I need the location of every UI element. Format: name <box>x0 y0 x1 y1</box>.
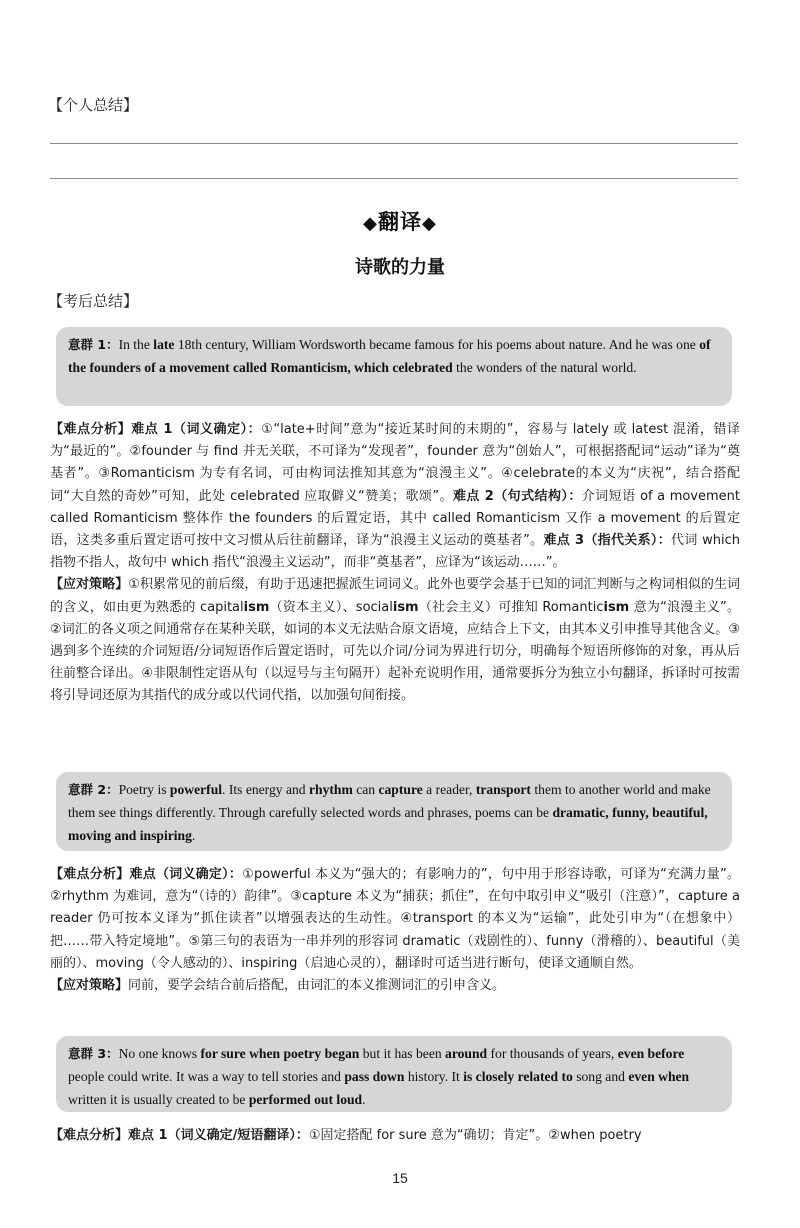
passage-text: 18th century, William Wordsworth became famous for his poems about nature. And he was one <box>174 337 700 352</box>
passage-text: No one knows <box>118 1046 201 1061</box>
suffix: ism <box>243 599 270 615</box>
analysis-text: ①“late+时间”意为“接近某时间的末期的”，容易与 lately 或 latest 混淆，错译为“最近的”。②founder 与 find 并无关联，不可译为“发现者”，founder 意为“创始人”，可根据搭配词“运动”译为“奠基者”。③Romanticism 为专有名词，可由构词法推知其意为“浪漫主义”。④celebrate的本义为“庆祝”，结合搭配词“大自然的奇妙”可知，此处 celebrated 应取僻义“赞美；歌颂”。 <box>50 422 740 504</box>
strategy-text: 同前，要学会结合前后搭配，由词汇的本义推测词汇的引申含义。 <box>128 978 506 994</box>
passage-text: . Its energy and <box>222 782 309 797</box>
section-title-text: 翻译 <box>378 210 422 234</box>
key-phrase: late <box>153 337 175 352</box>
after-exam-summary-heading: 【考后总结】 <box>48 292 139 310</box>
passage-text: but it has been <box>359 1046 446 1061</box>
passage-text: them to another world and make them see things differently. Through carefully selected words and phrases, poems can be <box>68 782 711 820</box>
passage-text: written it is usually created to be <box>68 1092 249 1107</box>
key-phrase: capture <box>378 782 423 797</box>
key-phrase: dramatic, funny, beautiful, moving and inspiring <box>68 805 708 843</box>
passage-text: Poetry is <box>118 782 170 797</box>
analysis-text: 代词 which 指物不指人，故句中 which 指代“浪漫主义运动”，而非“奠基者”，应译为“该运动……”。 <box>50 533 740 571</box>
analysis-1 <box>50 419 740 708</box>
passage-text: a reader, <box>422 782 476 797</box>
section-title <box>0 206 800 236</box>
strategy-text: （资本主义）、social <box>269 599 393 615</box>
strategy-text: 意为“浪漫主义”。②词汇的各义项之间通常存在某种关联，如词的本义无法贴合原文语境，应结合上下文，由其本义引申推导其他含义。③遇到多个连续的介词短语/分词短语作后置定语时，可先以介词/分词为界进行切分，明确每个短语所修饰的对象，再从后往前整合译出。④非限制性定语从句（以逗号与主句隔开）起补充说明作用，通常要拆分为独立小句翻译，拆译时可按需将引导词还原为其指代的成分或以代词代指，以加强句间衔接。 <box>50 599 740 704</box>
key-phrase: performed out loud <box>248 1092 363 1107</box>
strategy-heading: 【应对策略】 <box>50 978 129 994</box>
key-phrase: rhythm <box>308 782 353 797</box>
strategy-text: （社会主义）可推知 Romantic <box>418 599 604 615</box>
sense-group-label: 意群 2： <box>68 782 119 797</box>
key-phrase: of the founders of a movement called Romanticism, which celebrated <box>68 337 711 375</box>
sense-group-label: 意群 3： <box>68 1046 119 1061</box>
key-phrase: around <box>445 1046 488 1061</box>
sense-group-1-box <box>56 327 732 406</box>
suffix: ism <box>392 599 419 615</box>
key-phrase: is closely related to <box>463 1069 573 1084</box>
blank-line <box>50 178 738 179</box>
analysis-text: ①固定搭配 for sure 意为“确切；肯定”。②when poetry <box>308 1128 642 1143</box>
passage-text: people could write. It was a way to tell stories and <box>68 1069 345 1084</box>
passage-text: for thousands of years, <box>487 1046 618 1061</box>
strategy-text: ①积累常见的前后缀，有助于迅速把握派生词词义。此外也要学会基于已知的词汇判断与之构词相似的生词的含义，如由更为熟悉的 capital <box>50 577 740 615</box>
passage-text: song and <box>572 1069 629 1084</box>
analysis-2 <box>50 864 740 997</box>
key-phrase: pass down <box>344 1069 405 1084</box>
article-title: 诗歌的力量 <box>355 257 445 278</box>
strategy-heading: 【应对策略】 <box>50 577 129 593</box>
passage-text: . <box>191 828 196 843</box>
passage-text: the wonders of the natural world. <box>452 360 637 375</box>
blank-line <box>50 143 738 144</box>
diamond-icon: ◆ <box>363 213 378 234</box>
sense-group-2-box <box>56 772 732 851</box>
suffix: ism <box>603 599 630 615</box>
passage-text: In the <box>118 337 154 352</box>
key-phrase: transport <box>475 782 531 797</box>
key-phrase: even when <box>628 1069 690 1084</box>
key-phrase: for sure when poetry began <box>200 1046 360 1061</box>
analysis-heading: 【难点分析】难点（词义确定）： <box>50 867 243 882</box>
analysis-heading: 【难点分析】难点 1（词义确定）： <box>50 422 262 437</box>
passage-text: . <box>362 1092 366 1107</box>
analysis-heading: 难点 3（指代关系）： <box>543 533 672 549</box>
diamond-icon: ◆ <box>422 213 437 234</box>
key-phrase: powerful <box>169 782 223 797</box>
page-number: 15 <box>392 1170 408 1186</box>
sense-group-label: 意群 1： <box>68 337 119 352</box>
passage-text: history. It <box>404 1069 464 1084</box>
analysis-text: 介词短语 of a movement called Romanticism 整体作 the founders 的后置定语，其中 called Romanticism 又作 a movement 的后置定语，这类多重后置定语可按中文习惯从后往前翻译，译为“浪漫主义运动的奠基者”。 <box>50 488 741 549</box>
sense-group-3-box <box>56 1036 732 1112</box>
analysis-heading: 【难点分析】难点 1（词义确定/短语翻译）： <box>50 1128 309 1143</box>
analysis-text: ①powerful 本义为“强大的；有影响力的”，句中用于形容诗歌，可译为“充满力量”。②rhythm 为难词，意为“（诗的）韵律”。③capture 本义为“捕获；抓住”，在句中取引申义“吸引（注意）”，capture a reader 仍可按本义译为“抓住读者”以增强表达的生动性。④transport 的本义为“运输”，此处引申为“（在想象中）把……带入特定境地”。⑤第三句的表语为一串并列的形容词 dramatic（戏剧性的）、funny（滑稽的）、beautiful（美丽的）、moving（令人感动的）、inspiring（启迪心灵的），翻译时可适当进行断句，使译文通顺自然。 <box>50 867 740 971</box>
analysis-heading: 难点 2（句式结构）： <box>452 488 582 504</box>
analysis-3 <box>50 1125 740 1147</box>
key-phrase: even before <box>617 1046 685 1061</box>
personal-summary-heading: 【个人总结】 <box>48 96 139 114</box>
passage-text: can <box>352 782 379 797</box>
